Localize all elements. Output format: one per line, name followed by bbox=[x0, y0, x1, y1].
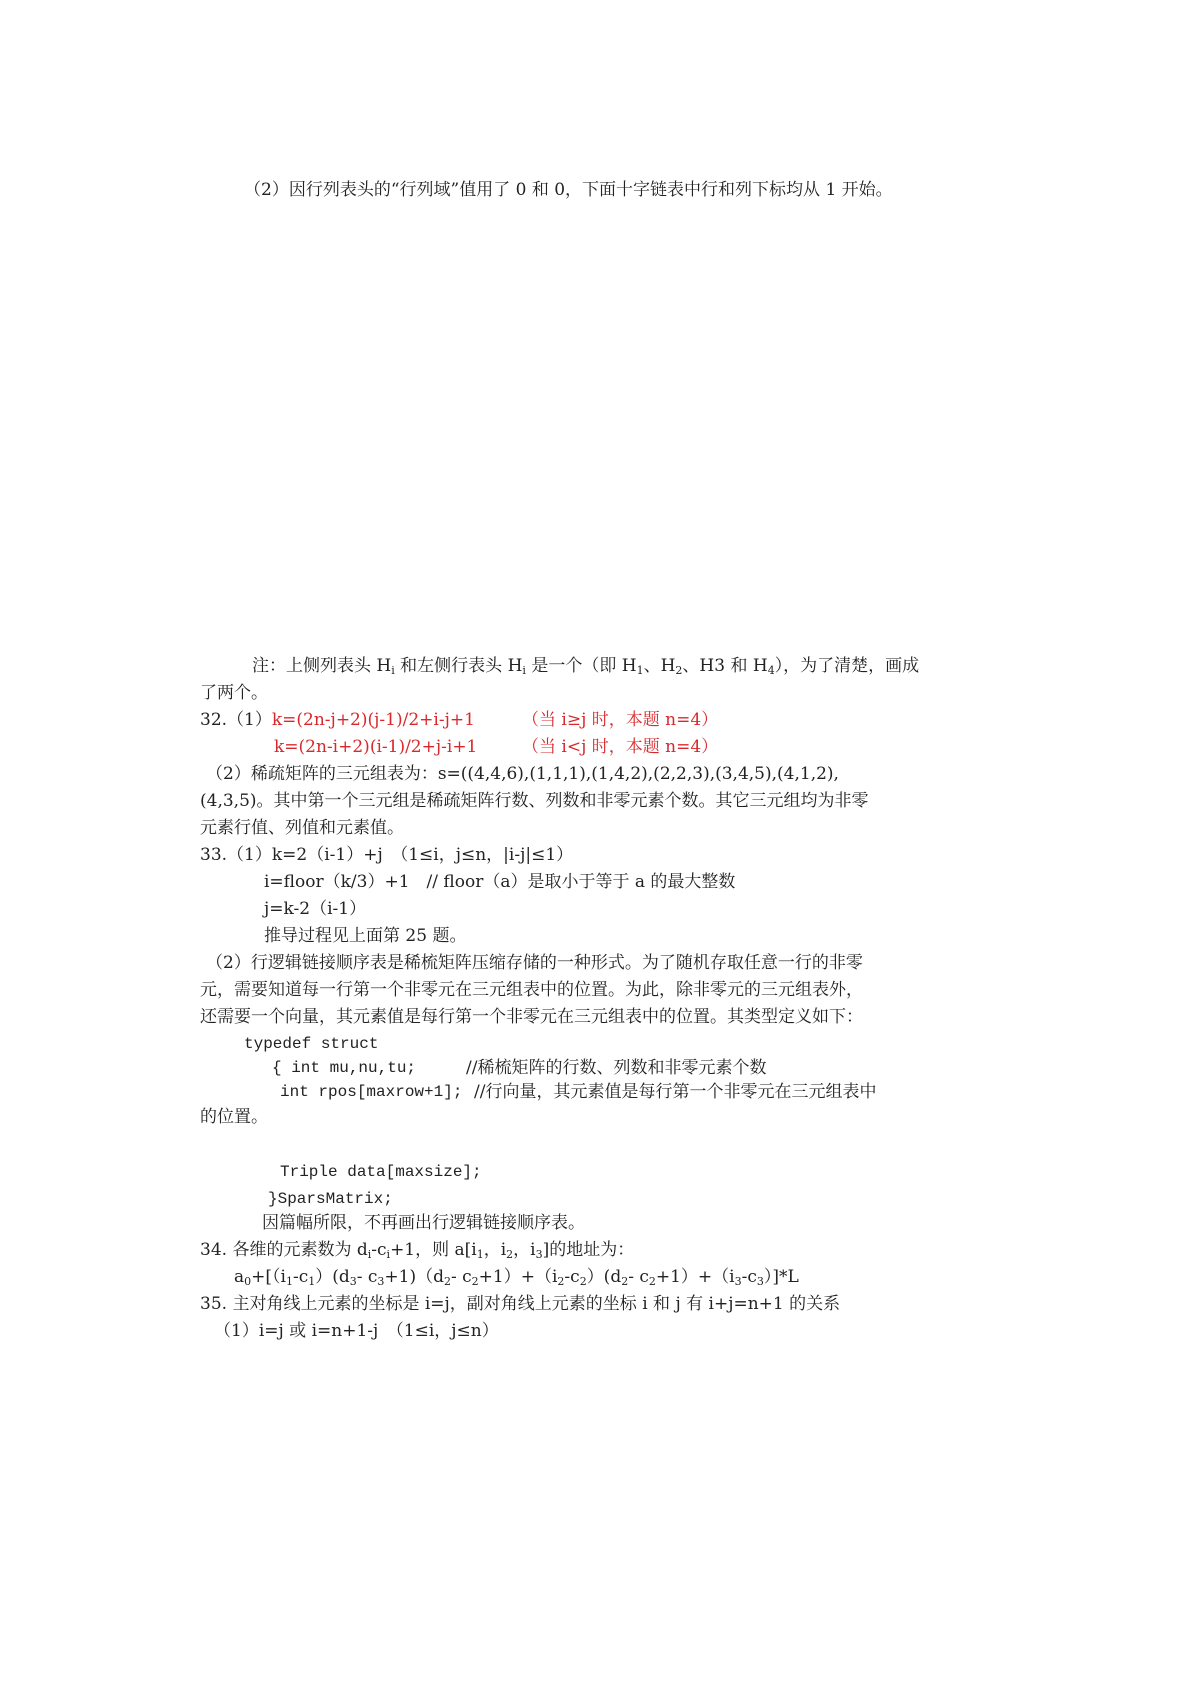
q33-p2-line-1: （2）行逻辑链接顺序表是稀梳矩阵压缩存储的一种形式。为了随机存取任意一行的非零 bbox=[206, 953, 863, 973]
q34-text-c: +1，则 a[i bbox=[390, 1240, 477, 1260]
f-d-sub: 3 bbox=[349, 1275, 357, 1288]
f-f: +1)（d bbox=[384, 1267, 444, 1287]
note-text-c: 是一个（即 H bbox=[525, 656, 637, 676]
q34-text-e: ，i bbox=[513, 1240, 536, 1260]
q34-address-formula bbox=[234, 1266, 799, 1288]
code-fields-comment: //稀梳矩阵的行数、列数和非零元素个数 bbox=[466, 1058, 767, 1078]
f-i: -c bbox=[564, 1267, 580, 1287]
q33-p2-line-3: 还需要一个向量，其元素值是每行第一个非零元在三元组表中的位置。其类型定义如下： bbox=[200, 1007, 863, 1027]
note-text-f: ），为了清楚，画成 bbox=[774, 656, 920, 676]
q33-line-4: 推导过程见上面第 25 题。 bbox=[264, 926, 467, 946]
note-text-b: 和左侧行表头 H bbox=[394, 656, 523, 676]
f-e: - c bbox=[356, 1267, 378, 1287]
q35-line-1: 35. 主对角线上元素的坐标是 i=j，副对角线上元素的坐标 i 和 j 有 i+j=n+1 的关系 bbox=[200, 1294, 841, 1314]
f-a: a bbox=[234, 1267, 245, 1287]
note-line-2: 了两个。 bbox=[200, 683, 268, 703]
f-h: +1）+（i bbox=[478, 1267, 558, 1287]
note-text-d: 、H bbox=[643, 656, 676, 676]
f-e-sub: 3 bbox=[377, 1275, 385, 1288]
f-j-sub: 2 bbox=[621, 1275, 629, 1288]
q32-p2-line-1: （2）稀疏矩阵的三元组表为：s=((4,4,6),(1,1,1),(1,4,2),(2,2,3),(3,4,5),(4,1,2), bbox=[206, 764, 839, 784]
f-k-sub: 2 bbox=[648, 1275, 656, 1288]
f-c-sub: 1 bbox=[308, 1275, 316, 1288]
f-b: +[（i bbox=[251, 1267, 286, 1287]
f-f-sub: 2 bbox=[444, 1275, 451, 1288]
q34-sub-d: 2 bbox=[506, 1248, 514, 1261]
f-l-sub: 3 bbox=[734, 1275, 742, 1288]
q32-label: 32.（1） bbox=[200, 710, 272, 730]
q34-line-1 bbox=[200, 1239, 634, 1261]
code-data: Triple data[maxsize]; bbox=[280, 1163, 482, 1181]
note-text-e: 、H3 和 H bbox=[682, 656, 768, 676]
q34-sub-a: i bbox=[367, 1248, 372, 1261]
q33-tail: 因篇幅所限，不再画出行逻辑链接顺序表。 bbox=[262, 1213, 585, 1233]
code-typedef: typedef struct bbox=[244, 1035, 379, 1053]
f-a-sub: 0 bbox=[244, 1275, 252, 1288]
f-m: -c bbox=[741, 1267, 757, 1287]
f-m-sub: 3 bbox=[756, 1275, 764, 1288]
note-sub-e: 4 bbox=[767, 664, 775, 677]
q34-sub-c: 1 bbox=[476, 1248, 484, 1261]
paragraph-row-col-note: （2）因行列表头的“行列域”值用了 0 和 0，下面十字链表中行和列下标均从 1 开始。 bbox=[244, 180, 893, 200]
note-sub-b: i bbox=[522, 664, 526, 677]
f-g: - c bbox=[451, 1267, 472, 1287]
note-sub-d: 2 bbox=[675, 664, 683, 677]
note-text-a: 注：上侧列表头 H bbox=[252, 656, 392, 676]
q32-formula-2: k=(2n-i+2)(i-1)/2+j-i+1 bbox=[274, 737, 478, 757]
q33-line-3: j=k-2（i-1） bbox=[264, 899, 367, 919]
q33-p2-line-2: 元，需要知道每一行第一个非零元在三元组表中的位置。为此，除非零元的三元组表外， bbox=[200, 980, 863, 1000]
f-n: ）]*L bbox=[763, 1267, 799, 1287]
q32-p2-line-3: 元素行值、列值和元素值。 bbox=[200, 818, 404, 838]
q35-line-2: （1）i=j 或 i=n+1-j （1≤i，j≤n） bbox=[214, 1321, 499, 1341]
q32-formula-1: k=(2n-j+2)(j-1)/2+i-j+1 bbox=[271, 710, 475, 730]
q34-text-d: ，i bbox=[483, 1240, 507, 1260]
code-rpos-comment-cont: 的位置。 bbox=[200, 1107, 268, 1127]
q34-text-b: -c bbox=[371, 1240, 387, 1260]
q33-line-2: i=floor（k/3）+1 // floor（a）是取小于等于 a 的最大整数 bbox=[264, 872, 736, 892]
f-i-sub: 2 bbox=[579, 1275, 587, 1288]
f-b-sub: 1 bbox=[285, 1275, 293, 1288]
code-end: }SparsMatrix; bbox=[268, 1190, 393, 1208]
code-rpos-comment: //行向量，其元素值是每行第一个非零元在三元组表中 bbox=[474, 1082, 877, 1102]
note-line-1 bbox=[252, 655, 919, 677]
f-c: -c bbox=[292, 1267, 309, 1287]
q33-line-1: 33.（1）k=2（i-1）+j （1≤i，j≤n，|i-j|≤1） bbox=[200, 845, 574, 865]
f-k: - c bbox=[628, 1267, 649, 1287]
f-j: ）(d bbox=[586, 1267, 622, 1287]
note-sub-a: i bbox=[391, 664, 395, 677]
q32-condition-1: （当 i≥j 时，本题 n=4） bbox=[522, 710, 719, 730]
q32-p2-line-2: (4,3,5)。其中第一个三元组是稀疏矩阵行数、列数和非零元素个数。其它三元组均为非零 bbox=[200, 791, 869, 811]
q34-sub-e: 3 bbox=[535, 1248, 543, 1261]
q32-line-1 bbox=[200, 709, 475, 731]
q34-text-a: 34. 各维的元素数为 d bbox=[200, 1240, 368, 1260]
q34-text-f: ]的地址为： bbox=[542, 1240, 635, 1260]
code-fields: { int mu,nu,tu; bbox=[272, 1059, 417, 1077]
q32-condition-2: （当 i<j 时，本题 n=4） bbox=[522, 737, 719, 757]
note-sub-c: 1 bbox=[636, 664, 644, 677]
code-rpos: int rpos[maxrow+1]; bbox=[280, 1083, 463, 1101]
f-d: ）(d bbox=[315, 1267, 350, 1287]
f-g-sub: 2 bbox=[471, 1275, 479, 1288]
f-h-sub: 2 bbox=[557, 1275, 565, 1288]
f-l: +1）+（i bbox=[655, 1267, 735, 1287]
q34-sub-b: i bbox=[386, 1248, 391, 1261]
